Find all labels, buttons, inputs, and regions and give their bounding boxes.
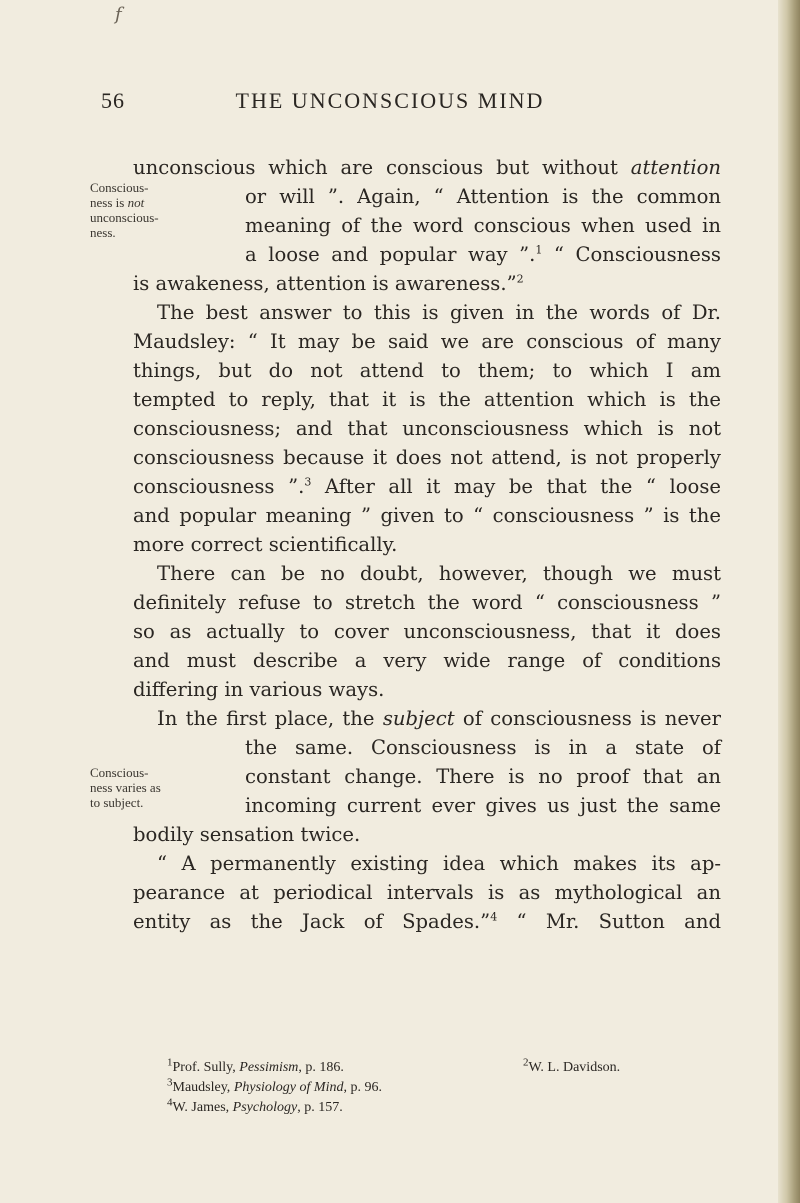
page-edge-shadow — [778, 0, 800, 1203]
text-line: the same. Consciousness is in a state of — [245, 736, 721, 759]
footnotes — [167, 1058, 727, 1118]
footnote-2: $^2$W. L. Davidson. — [523, 1056, 621, 1075]
text-line: unconscious which are conscious but without attention — [133, 156, 721, 179]
text-line: definitely refuse to stretch the word “ consciousness ” — [133, 591, 721, 614]
text-line: consciousness ”.$^3$ After all it may be that the “ loose — [133, 475, 721, 498]
text-line: In the first place, the subject of consciousness is never — [157, 707, 721, 730]
text-line: There can be no doubt, however, though we must — [157, 562, 721, 585]
footnote-3: $^3$Maudsley, Physiology of Mind, p. 96. — [167, 1076, 382, 1095]
page-number: 56 — [101, 88, 125, 113]
text-line: so as actually to cover unconsciousness, that it does — [133, 620, 721, 643]
text-line: meaning of the word conscious when used in — [245, 214, 721, 237]
text-line: incoming current ever gives us just the same — [245, 794, 721, 817]
text-line: bodily sensation twice. — [133, 823, 361, 846]
text-line: is awakeness, attention is awareness.”$^2$ — [133, 272, 524, 295]
footnote-4: $^4$W. James, Psychology, p. 157. — [167, 1096, 343, 1115]
text-line: Maudsley: “ It may be said we are conscious of many — [133, 330, 721, 353]
margin-note-consciousness-not-unconsciousness: Conscious- ness is not unconscious- ness. — [90, 180, 159, 240]
page-header — [0, 88, 800, 118]
text-line: consciousness; and that unconsciousness which is not — [133, 417, 721, 440]
text-line: The best answer to this is given in the words of Dr. — [157, 301, 721, 324]
text-line: pearance at periodical intervals is as mythological an — [133, 881, 721, 904]
footnote-row — [167, 1058, 727, 1078]
text-line: and must describe a very wide range of conditions — [133, 649, 721, 672]
text-line: a loose and popular way ”.$^1$ “ Consciousness — [245, 243, 721, 266]
text-line: entity as the Jack of Spades.”$^4$ “ Mr. Sutton and — [133, 910, 721, 933]
text-line: tempted to reply, that it is the attention which is the — [133, 388, 721, 411]
text-line: and popular meaning ” given to “ consciousness ” is the — [133, 504, 721, 527]
text-line: “ A permanently existing idea which makes its ap- — [157, 852, 721, 875]
text-line: consciousness because it does not attend, is not properly — [133, 446, 721, 469]
text-line: or will ”. Again, “ Attention is the common — [245, 185, 721, 208]
text-line: differing in various ways. — [133, 678, 385, 701]
text-line: more correct scientifically. — [133, 533, 398, 556]
footnote-1: $^1$Prof. Sully, Pessimism, p. 186. — [167, 1056, 344, 1075]
margin-note-consciousness-varies: Conscious- ness varies as to subject. — [90, 765, 161, 810]
text-line: constant change. There is no proof that an — [245, 765, 721, 788]
stray-mark: f — [115, 4, 122, 25]
text-line: things, but do not attend to them; to which I am — [133, 359, 721, 382]
running-title: THE UNCONSCIOUS MIND — [235, 88, 545, 113]
